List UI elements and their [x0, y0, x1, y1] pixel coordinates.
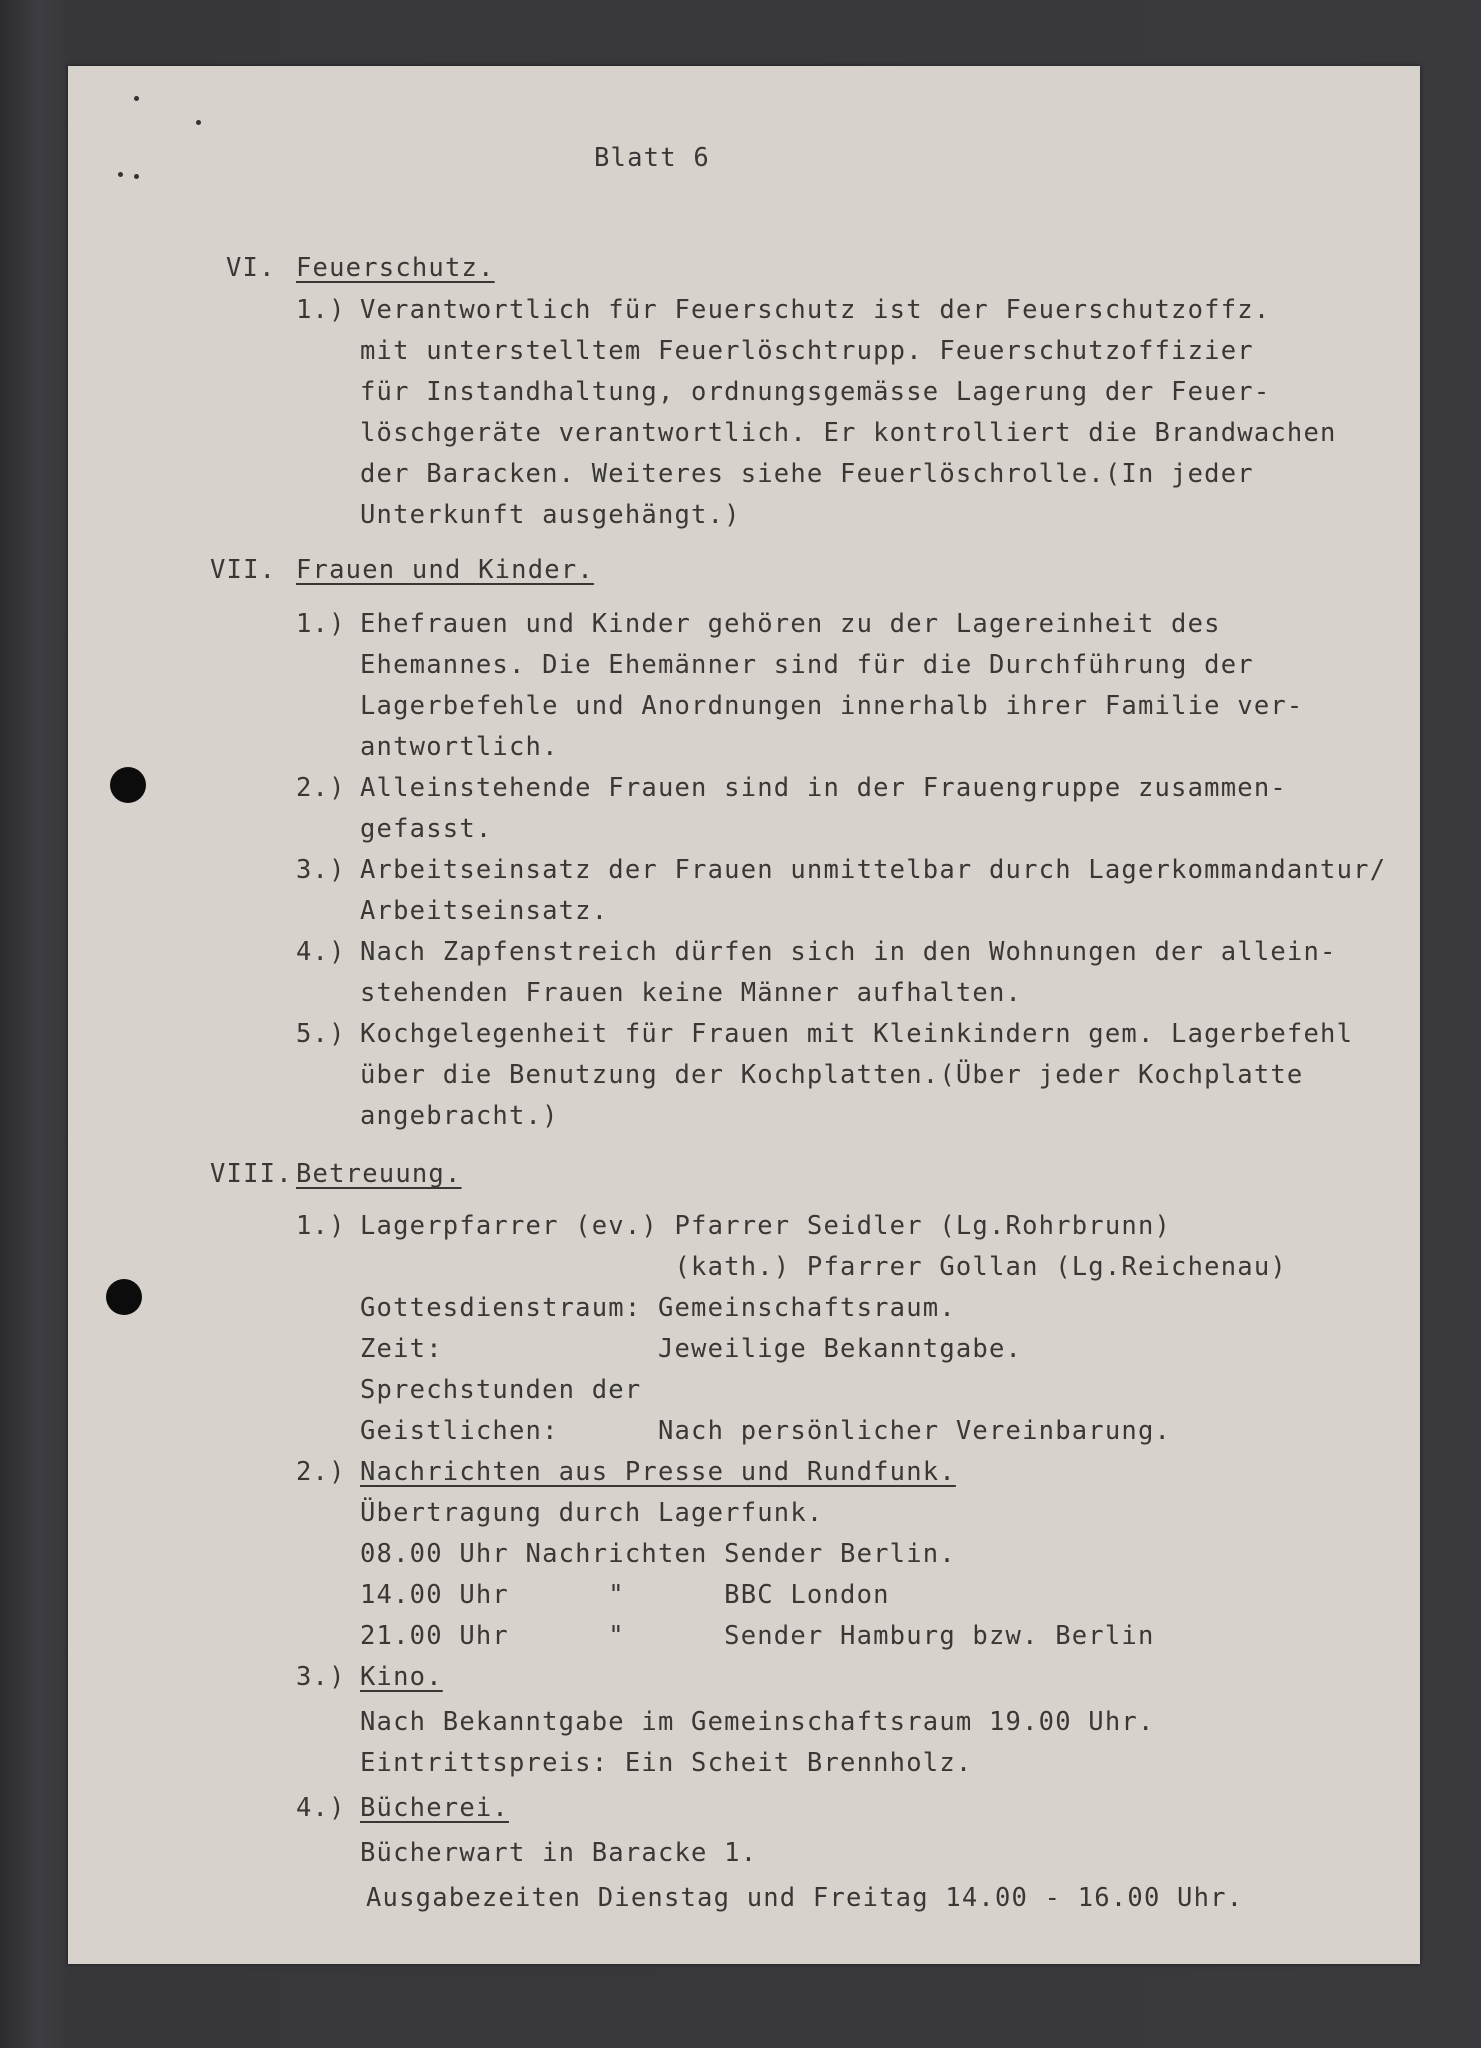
item-number: 4.): [296, 937, 346, 967]
punch-hole: [106, 1279, 142, 1315]
text-line: Zeit: Jeweilige Bekanntgabe.: [360, 1334, 1023, 1364]
item-number: 5.): [296, 1019, 346, 1049]
text-line: der Baracken. Weiteres siehe Feuerlöschrolle.(In jeder: [360, 459, 1254, 489]
text-line: Ausgabezeiten Dienstag und Freitag 14.00 - 16.00 Uhr.: [366, 1883, 1244, 1913]
text-line: Nach Bekanntgabe im Gemeinschaftsraum 19.00 Uhr.: [360, 1707, 1155, 1737]
text-line: Übertragung durch Lagerfunk.: [360, 1498, 824, 1528]
section-title: Feuerschutz.: [296, 253, 495, 283]
text-line: angebracht.): [360, 1101, 559, 1131]
text-line: 21.00 Uhr " Sender Hamburg bzw. Berlin: [360, 1621, 1155, 1651]
item-number: 1.): [296, 1211, 346, 1241]
text-line: 08.00 Uhr Nachrichten Sender Berlin.: [360, 1539, 956, 1569]
text-line: Ehefrauen und Kinder gehören zu der Lagereinheit des: [360, 609, 1221, 639]
text-line: Gottesdienstraum: Gemeinschaftsraum.: [360, 1293, 956, 1323]
text-line: für Instandhaltung, ordnungsgemässe Lagerung der Feuer-: [360, 377, 1271, 407]
item-number: 4.): [296, 1793, 346, 1823]
text-line: Kochgelegenheit für Frauen mit Kleinkindern gem. Lagerbefehl: [360, 1019, 1354, 1049]
text-line: (kath.) Pfarrer Gollan (Lg.Reichenau): [360, 1252, 1287, 1282]
item-number: 3.): [296, 1662, 346, 1692]
text-line: Lagerbefehle und Anordnungen innerhalb ihrer Familie ver-: [360, 691, 1304, 721]
text-line: stehenden Frauen keine Männer aufhalten.: [360, 978, 1023, 1008]
item-number: 2.): [296, 1457, 346, 1487]
item-number: 2.): [296, 773, 346, 803]
text-line: mit unterstelltem Feuerlöschtrupp. Feuerschutzoffizier: [360, 336, 1254, 366]
text-line: Unterkunft ausgehängt.): [360, 500, 741, 530]
section-title: Frauen und Kinder.: [296, 555, 594, 585]
text-line: Geistlichen: Nach persönlicher Vereinbarung.: [360, 1416, 1172, 1446]
text-line: Arbeitseinsatz der Frauen unmittelbar durch Lagerkommandantur/: [360, 855, 1387, 885]
text-line: löschgeräte verantwortlich. Er kontrolliert die Brandwachen: [360, 418, 1337, 448]
item-number: 1.): [296, 295, 346, 325]
text-line: Sprechstunden der: [360, 1375, 642, 1405]
text-line: Nach Zapfenstreich dürfen sich in den Wohnungen der allein-: [360, 937, 1337, 967]
item-heading: Nachrichten aus Presse und Rundfunk.: [360, 1457, 956, 1487]
paper-speck: [134, 96, 139, 101]
section-numeral: VII.: [210, 555, 277, 585]
section-numeral: VI.: [226, 253, 276, 283]
text-line: Ehemannes. Die Ehemänner sind für die Durchführung der: [360, 650, 1254, 680]
text-line: über die Benutzung der Kochplatten.(Über jeder Kochplatte: [360, 1060, 1304, 1090]
text-line: antwortlich.: [360, 732, 559, 762]
paper-speck: [196, 120, 201, 125]
text-line: Bücherwart in Baracke 1.: [360, 1838, 758, 1868]
item-number: 1.): [296, 609, 346, 639]
text-line: Eintrittspreis: Ein Scheit Brennholz.: [360, 1748, 973, 1778]
text-line: Verantwortlich für Feuerschutz ist der Feuerschutzoffz.: [360, 295, 1271, 325]
item-heading: Kino.: [360, 1662, 443, 1692]
paper-speck: [134, 174, 139, 179]
text-line: Alleinstehende Frauen sind in der Frauengruppe zusammen-: [360, 773, 1287, 803]
section-title: Betreuung.: [296, 1159, 462, 1189]
text-line: gefasst.: [360, 814, 493, 844]
item-number: 3.): [296, 855, 346, 885]
page-header: Blatt 6: [594, 143, 710, 173]
section-numeral: VIII.: [210, 1159, 293, 1189]
punch-hole: [110, 767, 146, 803]
item-heading: Bücherei.: [360, 1793, 509, 1823]
paper-speck: [118, 172, 123, 177]
text-line: Arbeitseinsatz.: [360, 896, 609, 926]
text-line: Lagerpfarrer (ev.) Pfarrer Seidler (Lg.Rohrbrunn): [360, 1211, 1172, 1241]
text-line: 14.00 Uhr " BBC London: [360, 1580, 890, 1610]
